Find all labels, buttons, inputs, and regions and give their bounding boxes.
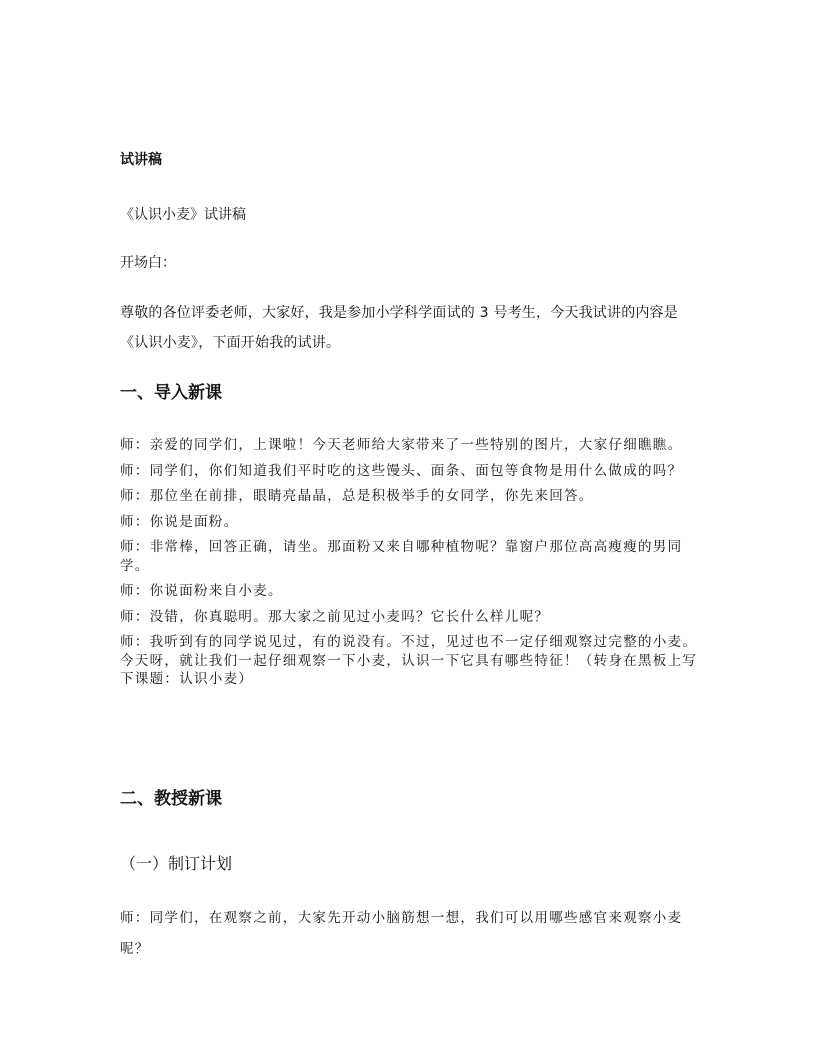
dialog-line: 师：我听到有的同学说见过，有的说没有。不过，见过也不一定仔细观察过完整的小麦。今天呀，就让我们一起仔细观察一下小麦，认识一下它具有哪些特征！（转身在黑板上写下课题：认识小麦） <box>120 634 698 687</box>
opening-label: 开场白： <box>120 255 176 271</box>
dialog-line: 师：你说面粉来自小麦。 <box>120 583 283 599</box>
dialog-line: 师：你说是面粉。 <box>120 513 239 530</box>
document-page <box>120 0 698 1056</box>
dialog-line: 师：同学们，你们知道我们平时吃的这些馒头、面条、面包等食物是用什么做成的吗？ <box>120 462 683 479</box>
lesson-title: 《认识小麦》试讲稿 <box>120 207 246 223</box>
intro-paragraph: 尊敬的各位评委老师，大家好，我是参加小学科学面试的 3 号考生，今天我试讲的内容是《认识小麦》，下面开始我的试讲。 <box>120 305 679 351</box>
dialog-line: 师：没错，你真聪明。那大家之前见过小麦吗？它长什么样儿呢？ <box>120 608 550 625</box>
document-title: 试讲稿 <box>120 152 162 168</box>
section-heading-teaching: 二、教授新课 <box>120 789 222 809</box>
dialog-list <box>120 436 698 696</box>
section-heading-introduction: 一、导入新课 <box>120 383 222 403</box>
dialog-line: 师：那位坐在前排，眼睛亮晶晶，总是积极举手的女同学，你先来回答。 <box>120 488 594 504</box>
subsection-heading-plan: （一）制订计划 <box>120 854 233 873</box>
dialog-line: 师：亲爱的同学们，上课啦！今天老师给大家带来了一些特别的图片，大家仔细瞧瞧。 <box>120 437 683 453</box>
dialog-line: 师：非常棒，回答正确，请坐。那面粉又来自哪种植物呢？靠窗户那位高高瘦瘦的男同学。 <box>120 539 683 574</box>
plan-paragraph: 师：同学们，在观察之前，大家先开动小脑筋想一想，我们可以用哪些感官来观察小麦呢？ <box>120 910 683 957</box>
